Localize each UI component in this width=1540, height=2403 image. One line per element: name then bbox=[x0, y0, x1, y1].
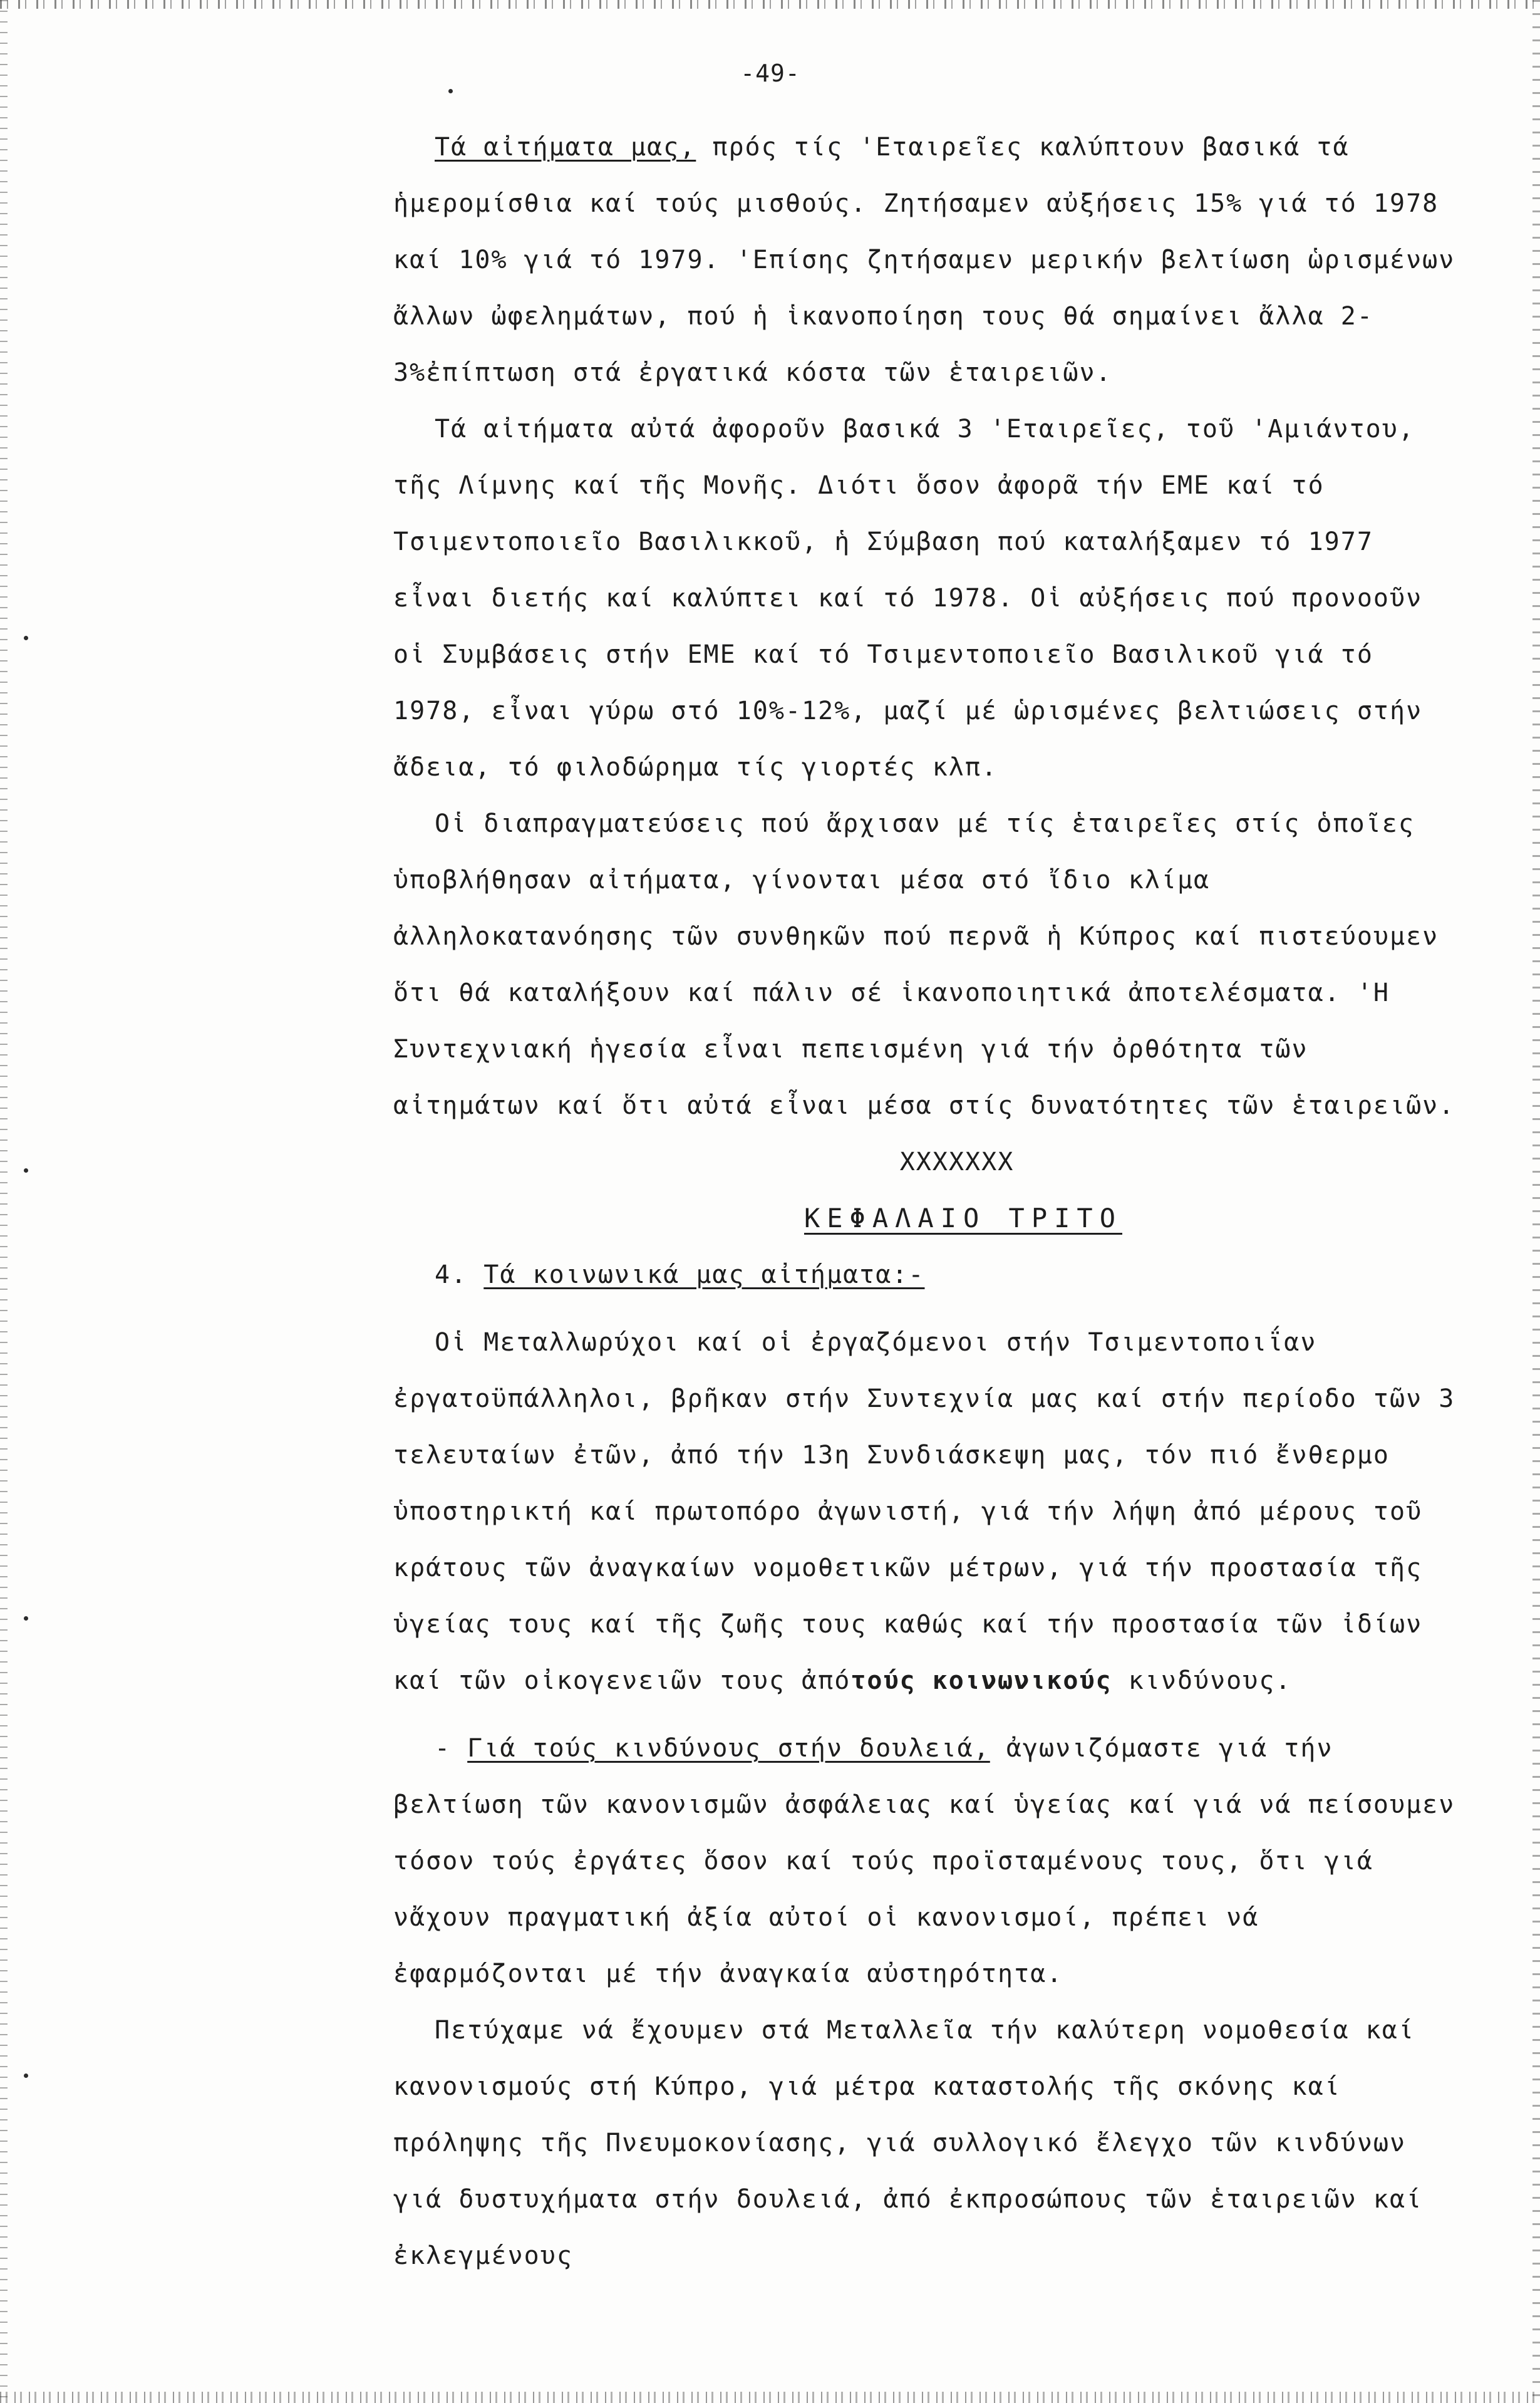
document-body bbox=[393, 119, 1470, 2284]
page-number: -49- bbox=[740, 60, 800, 87]
paragraph-miners bbox=[393, 1314, 1470, 1709]
paragraph-negotiations: Οἱ διαπραγματεύσεις πού ἄρχισαν μέ τίς ἑταιρεῖες στίς ὁποῖες ὑποβλήθησαν αἰτήματα, γίνονται μέσα στό ἴδιο κλίμα ἀλληλοκατανόησης τῶν συνθηκῶν πού περνᾶ ἡ Κύπρος καί πιστεύουμεν ὅτι θά καταλήξουν καί πάλιν σέ ἱκανοποιητικά ἀποτελέσματα. 'Η Συντεχνιακή ἡγεσία εἶναι πεπεισμένη γιά τήν ὀρθότητα τῶν αἰτημάτων καί ὅτι αὐτά εἶναι μέσα στίς δυνατότητες τῶν ἑταιρειῶν. bbox=[393, 809, 1455, 1120]
section-number: 4. bbox=[435, 1260, 468, 1289]
paragraph-workplace-dangers bbox=[393, 1720, 1470, 2002]
scan-edge-bottom bbox=[0, 2392, 1540, 2403]
paragraph-text: ἀγωνιζόμαστε γιά τήν βελτίωση τῶν κανονισμῶν ἀσφάλειας καί ὑγείας καί γιά νά πείσουμεν τόσον τούς ἐργάτες ὅσον καί τούς προϊσταμένους τους, ὅτι γιά νἄχουν πραγματική ἀξία αὐτοί οἱ κανονισμοί, πρέπει νά ἐφαρμόζονται μέ τήν ἀναγκαία αὐστηρότητα. bbox=[393, 1734, 1455, 1988]
scan-speck bbox=[24, 636, 28, 640]
scan-speck bbox=[24, 1168, 28, 1173]
scan-speck bbox=[24, 1616, 28, 1621]
paragraph-demands bbox=[393, 119, 1470, 401]
bold-phrase: τούς κοινωνικούς bbox=[850, 1666, 1112, 1695]
paragraph-text: Οἱ Μεταλλωρύχοι καί οἱ ἐργαζόμενοι στήν Τσιμεντοποιΐαν ἐργατοϋπάλληλοι, βρῆκαν στήν Συντεχνία μας καί στήν περίοδο τῶν 3 τελευταίων ἐτῶν, ἀπό τήν 13η Συνδιάσκεψη μας, τόν πιό ἔνθερμο ὑποστηρικτή καί πρωτοπόρο ἀγωνιστή, γιά τήν λήψη ἀπό μέρους τοῦ κράτους τῶν ἀναγκαίων νομοθετικῶν μέτρων, γιά τήν προστασία τῆς ὑγείας τους καί τῆς ζωῆς τους καθώς καί τήν προστασία τῶν ἰδίων καί τῶν οἰκογενειῶν τους ἀπό bbox=[393, 1328, 1455, 1695]
paragraph-text-tail: κινδύνους. bbox=[1112, 1666, 1292, 1695]
chapter-title-text: ΚΕΦΑΛΑΙΟ ΤΡΙΤΟ bbox=[804, 1203, 1122, 1233]
paragraph-companies: Τά αἰτήματα αὐτά ἀφοροῦν βασικά 3 'Εταιρεῖες, τοῦ 'Αμιάντου, τῆς Λίμνης καί τῆς Μονῆς. Διότι ὅσον ἀφορᾶ τήν ΕΜΕ καί τό Τσιμεντοποιεῖο Βασιλικκοῦ, ἡ Σύμβαση πού καταλήξαμεν τό 1977 εἶναι διετής καί καλύπτει καί τό 1978. Οἱ αὐξήσεις πού προνοοῦν οἱ Συμβάσεις στήν ΕΜΕ καί τό Τσιμεντοποιεῖο Βασιλικοῦ γιά τό 1978, εἶναι γύρω στό 10%-12%, μαζί μέ ὡρισμένες βελτιώσεις στήν ἄδεια, τό φιλοδώρημα τίς γιορτές κλπ. bbox=[393, 415, 1423, 782]
section-title: Τά κοινωνικά μας αἰτήματα:- bbox=[483, 1260, 925, 1289]
scan-edge-right bbox=[1532, 0, 1540, 2403]
chapter-title bbox=[393, 1190, 1470, 1247]
paragraph-text: πρός τίς 'Εταιρεῖες καλύπτουν βασικά τά ἡμερομίσθια καί τούς μισθούς. Ζητήσαμεν αὐξήσεις 15% γιά τό 1978 καί 10% γιά τό 1979. 'Επίσης ζητήσαμεν μερικήν βελτίωση ὡρισμένων ἄλλων ὠφελημάτων, πού ἡ ἱκανοποίηση τους θά σημαίνει ἄλλα 2-3%ἐπίπτωση στά ἐργατικά κόστα τῶν ἑταιρειῶν. bbox=[393, 133, 1455, 387]
section-heading bbox=[393, 1247, 1470, 1303]
dash: - bbox=[435, 1734, 468, 1763]
scan-edge-left bbox=[0, 0, 8, 2403]
scan-speck bbox=[448, 89, 453, 93]
section-separator: XXXXXXX bbox=[899, 1148, 1015, 1176]
scan-edge-top bbox=[0, 0, 1540, 9]
underlined-phrase: Τά αἰτήματα μας, bbox=[435, 133, 696, 162]
underlined-phrase: Γιά τούς κινδύνους στήν δουλειά, bbox=[467, 1734, 990, 1763]
scan-speck bbox=[24, 2073, 28, 2078]
paragraph-legislation: Πετύχαμε νά ἔχουμεν στά Μεταλλεῖα τήν καλύτερη νομοθεσία καί κανονισμούς στή Κύπρο, γιά μέτρα καταστολής τῆς σκόνης καί πρόληψης τῆς Πνευμοκονίασης, γιά συλλογικό ἔλεγχο τῶν κινδύνων γιά δυστυχήματα στήν δουλειά, ἀπό ἐκπροσώπους τῶν ἑταιρειῶν καί ἐκλεγμένους bbox=[393, 2016, 1423, 2270]
